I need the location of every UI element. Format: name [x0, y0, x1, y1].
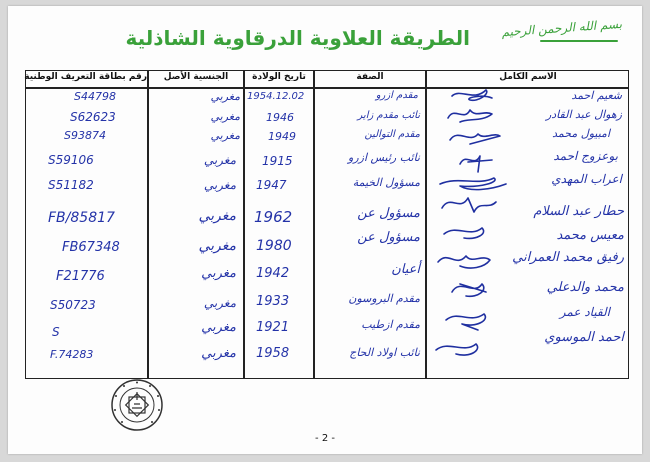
header-role: الصفة: [356, 72, 384, 82]
basmala-calligraphy: بسم الله الرحمن الرحيم: [501, 16, 623, 40]
birth-date-cell: 1954.12.02: [247, 91, 305, 102]
basmala-underline: [540, 40, 618, 42]
id-number-cell: S50723: [50, 298, 96, 312]
role-cell: مسؤول عن: [357, 230, 420, 245]
header-full-name: الاسم الكامل: [499, 72, 557, 82]
nationality-cell: مغربي: [203, 296, 236, 310]
header-birth-date: تاريخ الولادة: [252, 72, 306, 82]
nationality-cell: مغربي: [203, 153, 236, 167]
nationality-cell: مغربي: [210, 110, 240, 123]
full-name-cell: القياد عمر: [559, 305, 610, 319]
birth-date-cell: 1958: [256, 346, 290, 361]
signatures-column: [430, 88, 510, 378]
full-name-cell: شعيم احمد: [571, 89, 622, 102]
nationality-cell: مغربي: [201, 346, 236, 361]
page-number: - 2 -: [315, 433, 335, 444]
document-title: الطريقة العلاوية الدرقاوية الشاذلية: [125, 26, 470, 50]
column-divider: [147, 70, 149, 379]
birth-date-cell: 1949: [268, 130, 296, 143]
nationality-cell: مغربي: [210, 129, 240, 142]
id-number-cell: S62623: [70, 110, 116, 124]
nationality-cell: مغربي: [201, 266, 236, 281]
birth-date-cell: 1946: [266, 111, 294, 124]
role-cell: مقدم التوالين: [364, 129, 420, 140]
full-name-cell: اعراب المهدي: [551, 172, 622, 186]
role-cell: نائب اولاد الحاج: [349, 346, 420, 359]
header-nationality: الجنسية الأصل: [163, 72, 229, 82]
full-name-cell: حطار عبد السلام: [533, 204, 624, 219]
signature-1: [452, 90, 492, 100]
full-name-cell: محمد والدعلي: [546, 280, 624, 295]
nationality-cell: مغربي: [198, 208, 236, 224]
signature-5: [440, 178, 506, 190]
birth-date-cell: 1921: [256, 320, 290, 335]
signature-9: [452, 284, 486, 296]
role-cell: مسؤول الخيمة: [352, 176, 420, 189]
full-name-cell: رفيق محمد العمراني: [512, 250, 624, 265]
signature-2: [448, 110, 492, 122]
nationality-cell: مغربي: [210, 90, 240, 103]
role-cell: مقدم ازرو: [375, 90, 418, 101]
signature-6: [442, 198, 496, 212]
birth-date-cell: 1980: [256, 238, 292, 254]
role-cell: نائب مقدم زاير: [357, 110, 420, 121]
nationality-cell: مغربي: [203, 178, 236, 192]
signature-3: [450, 134, 500, 144]
full-name-cell: زهوال عبد القادر: [545, 108, 622, 121]
association-seal-logo: [110, 378, 164, 432]
id-number-cell: S59106: [48, 153, 94, 167]
id-number-cell: S: [52, 325, 60, 339]
full-name-cell: معيس محمد: [556, 228, 624, 243]
signature-7: [444, 228, 484, 238]
id-number-cell: FB67348: [62, 240, 120, 255]
nationality-cell: مغربي: [201, 320, 236, 335]
id-number-cell: S93874: [64, 129, 106, 142]
full-name-cell: امبيول محمد: [552, 127, 610, 140]
id-number-cell: S51182: [48, 178, 94, 192]
role-cell: مقدم البروسون: [348, 292, 420, 305]
role-cell: نائب رئيس ازرو: [348, 151, 420, 164]
full-name-cell: بوعزوج احمد: [553, 149, 618, 163]
role-cell: مسؤول عن: [357, 206, 420, 221]
nationality-cell: مغربي: [198, 238, 236, 254]
signature-4: [460, 156, 492, 172]
id-number-cell: F.74283: [50, 348, 94, 361]
column-divider: [313, 70, 315, 379]
role-cell: مقدم ازطيب: [361, 318, 420, 331]
birth-date-cell: 1915: [262, 154, 293, 168]
role-cell: أعيان: [391, 262, 420, 277]
column-divider: [243, 70, 245, 379]
id-number-cell: FB/85817: [48, 210, 115, 226]
birth-date-cell: 1947: [256, 178, 287, 192]
column-divider: [425, 70, 427, 379]
id-number-cell: S44798: [74, 90, 116, 103]
header-id-number: رقم بطاقة التعريف الوطنية: [24, 72, 147, 82]
birth-date-cell: 1962: [254, 208, 293, 226]
signature-11: [436, 344, 478, 355]
full-name-cell: احمد الموسوي: [544, 330, 624, 345]
birth-date-cell: 1933: [256, 294, 290, 309]
signature-8: [438, 256, 490, 268]
id-number-cell: F21776: [56, 269, 105, 284]
signature-10: [446, 314, 485, 330]
birth-date-cell: 1942: [256, 266, 290, 281]
